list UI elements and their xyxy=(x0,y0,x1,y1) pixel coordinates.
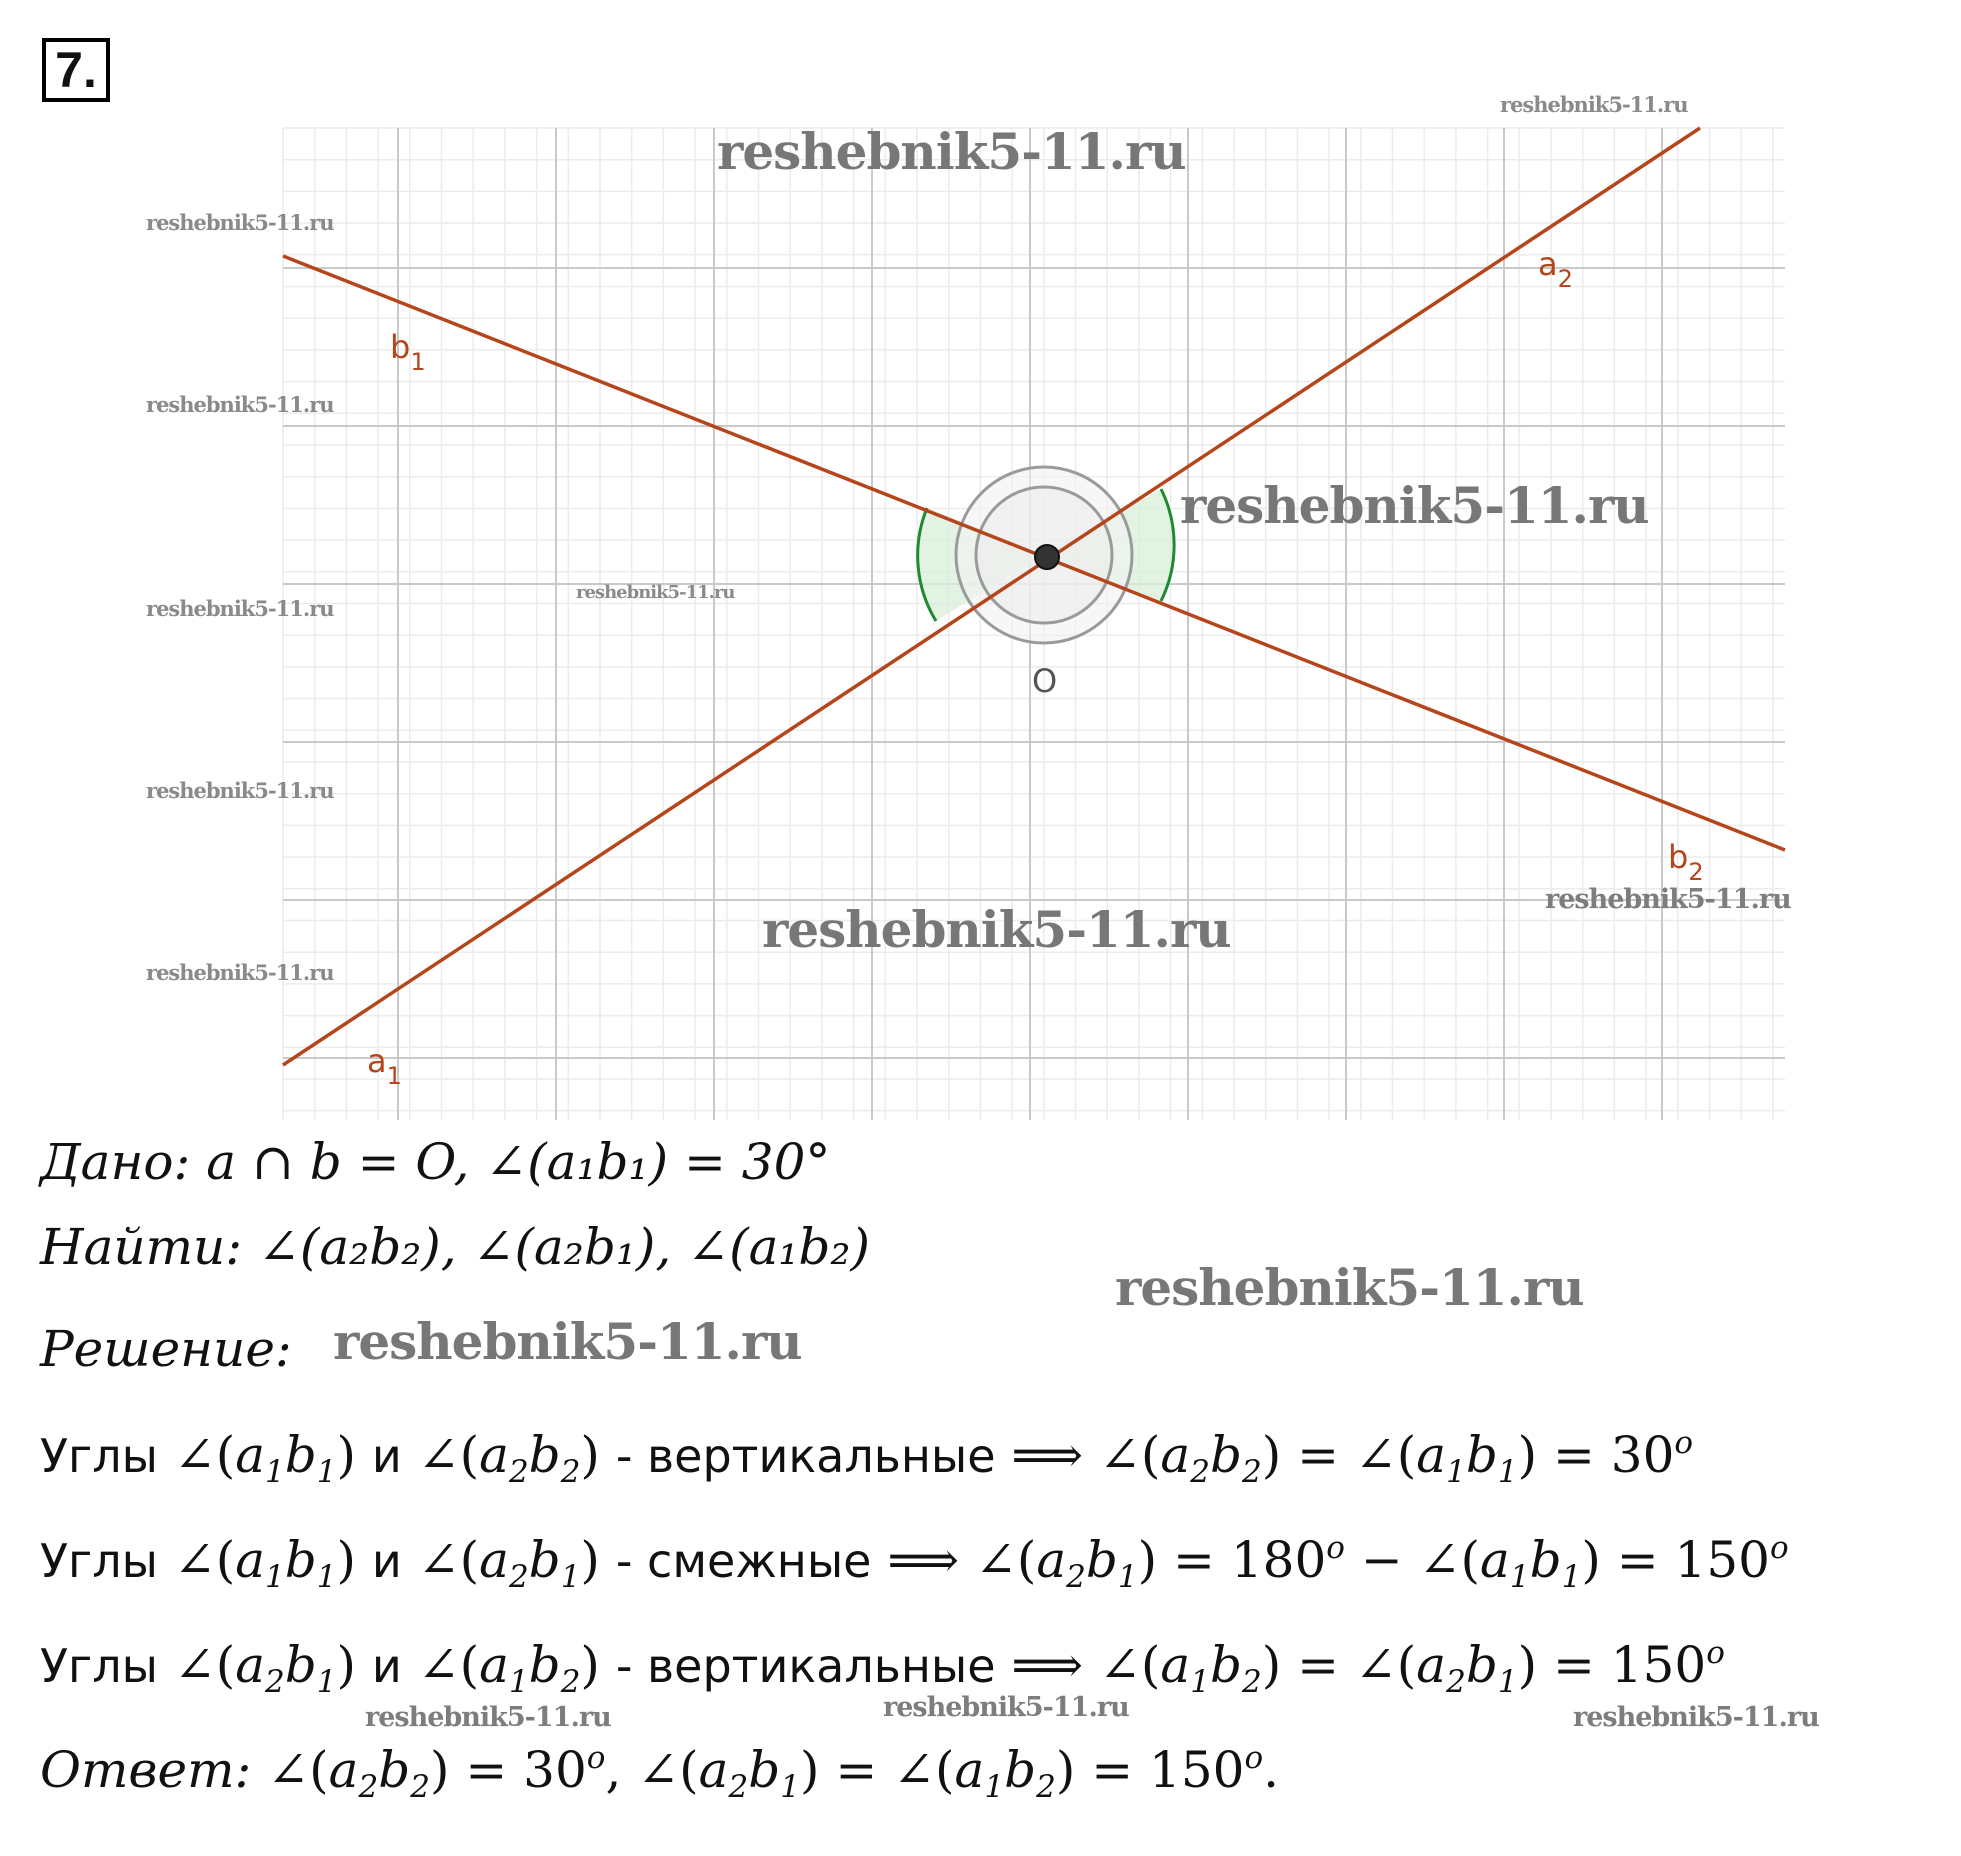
point-o xyxy=(1035,545,1059,569)
watermark: reshebnik5-11.ru xyxy=(1180,476,1649,535)
watermark: reshebnik5-11.ru xyxy=(1115,1258,1584,1317)
watermark: reshebnik5-11.ru xyxy=(365,1702,611,1733)
watermark: reshebnik5-11.ru xyxy=(146,596,334,621)
step-1: Углы $\angle(a_1b_1)$ и $\angle(a_2b_2)$ - вертикальные ⟹ $\angle(a_2b_2)$ = $\angle(a_1b_1) = 30^o$ xyxy=(40,1425,1694,1491)
given-line xyxy=(40,1133,830,1191)
watermark: reshebnik5-11.ru xyxy=(333,1312,802,1371)
watermark: reshebnik5-11.ru xyxy=(146,778,334,803)
solution-label: Решение: xyxy=(40,1320,292,1378)
step-2: Углы $\angle(a_1b_1)$ и $\angle(a_2b_1)$ - смежные ⟹ $\angle(a_2b_1) = 180^o$ − $\angle(a_1b_1) = 150^o$ xyxy=(40,1530,1789,1596)
label-a1: $a_1$ xyxy=(367,1042,402,1090)
watermark: reshebnik5-11.ru xyxy=(576,582,735,603)
watermark: reshebnik5-11.ru xyxy=(146,210,334,235)
watermark: reshebnik5-11.ru xyxy=(146,392,334,417)
given-value: : a ∩ b = O, ∠(a₁b₁) = 30° xyxy=(173,1133,831,1191)
label-b2: $b_2$ xyxy=(1668,838,1704,886)
watermark: reshebnik5-11.ru xyxy=(1573,1702,1819,1733)
answer-line: Ответ: $\angle(a_2b_2) = 30^o$, $\angle(a_2b_1)$ = $\angle(a_1b_2) = 150^o$. xyxy=(40,1740,1280,1806)
line-b xyxy=(283,256,1785,850)
find-line xyxy=(40,1218,870,1276)
step-3: Углы $\angle(a_2b_1)$ и $\angle(a_1b_2)$ - вертикальные ⟹ $\angle(a_1b_2)$ = $\angle(a_2b_1) = 150^o$ xyxy=(40,1635,1725,1701)
label-b1: $b_1$ xyxy=(390,328,426,376)
watermark: reshebnik5-11.ru xyxy=(146,960,334,985)
watermark: reshebnik5-11.ru xyxy=(1545,884,1791,915)
label-a2: $a_2$ xyxy=(1538,245,1573,293)
watermark: reshebnik5-11.ru xyxy=(883,1692,1129,1723)
watermark: reshebnik5-11.ru xyxy=(1500,92,1688,117)
find-label: Найти xyxy=(40,1218,226,1276)
label-o: O xyxy=(1032,662,1058,700)
find-value: : ∠(a₂b₂), ∠(a₂b₁), ∠(a₁b₂) xyxy=(225,1218,870,1276)
watermark: reshebnik5-11.ru xyxy=(762,900,1231,959)
watermark: reshebnik5-11.ru xyxy=(717,122,1186,181)
problem-number: 7. xyxy=(42,38,110,102)
given-label: Дано xyxy=(40,1133,174,1191)
